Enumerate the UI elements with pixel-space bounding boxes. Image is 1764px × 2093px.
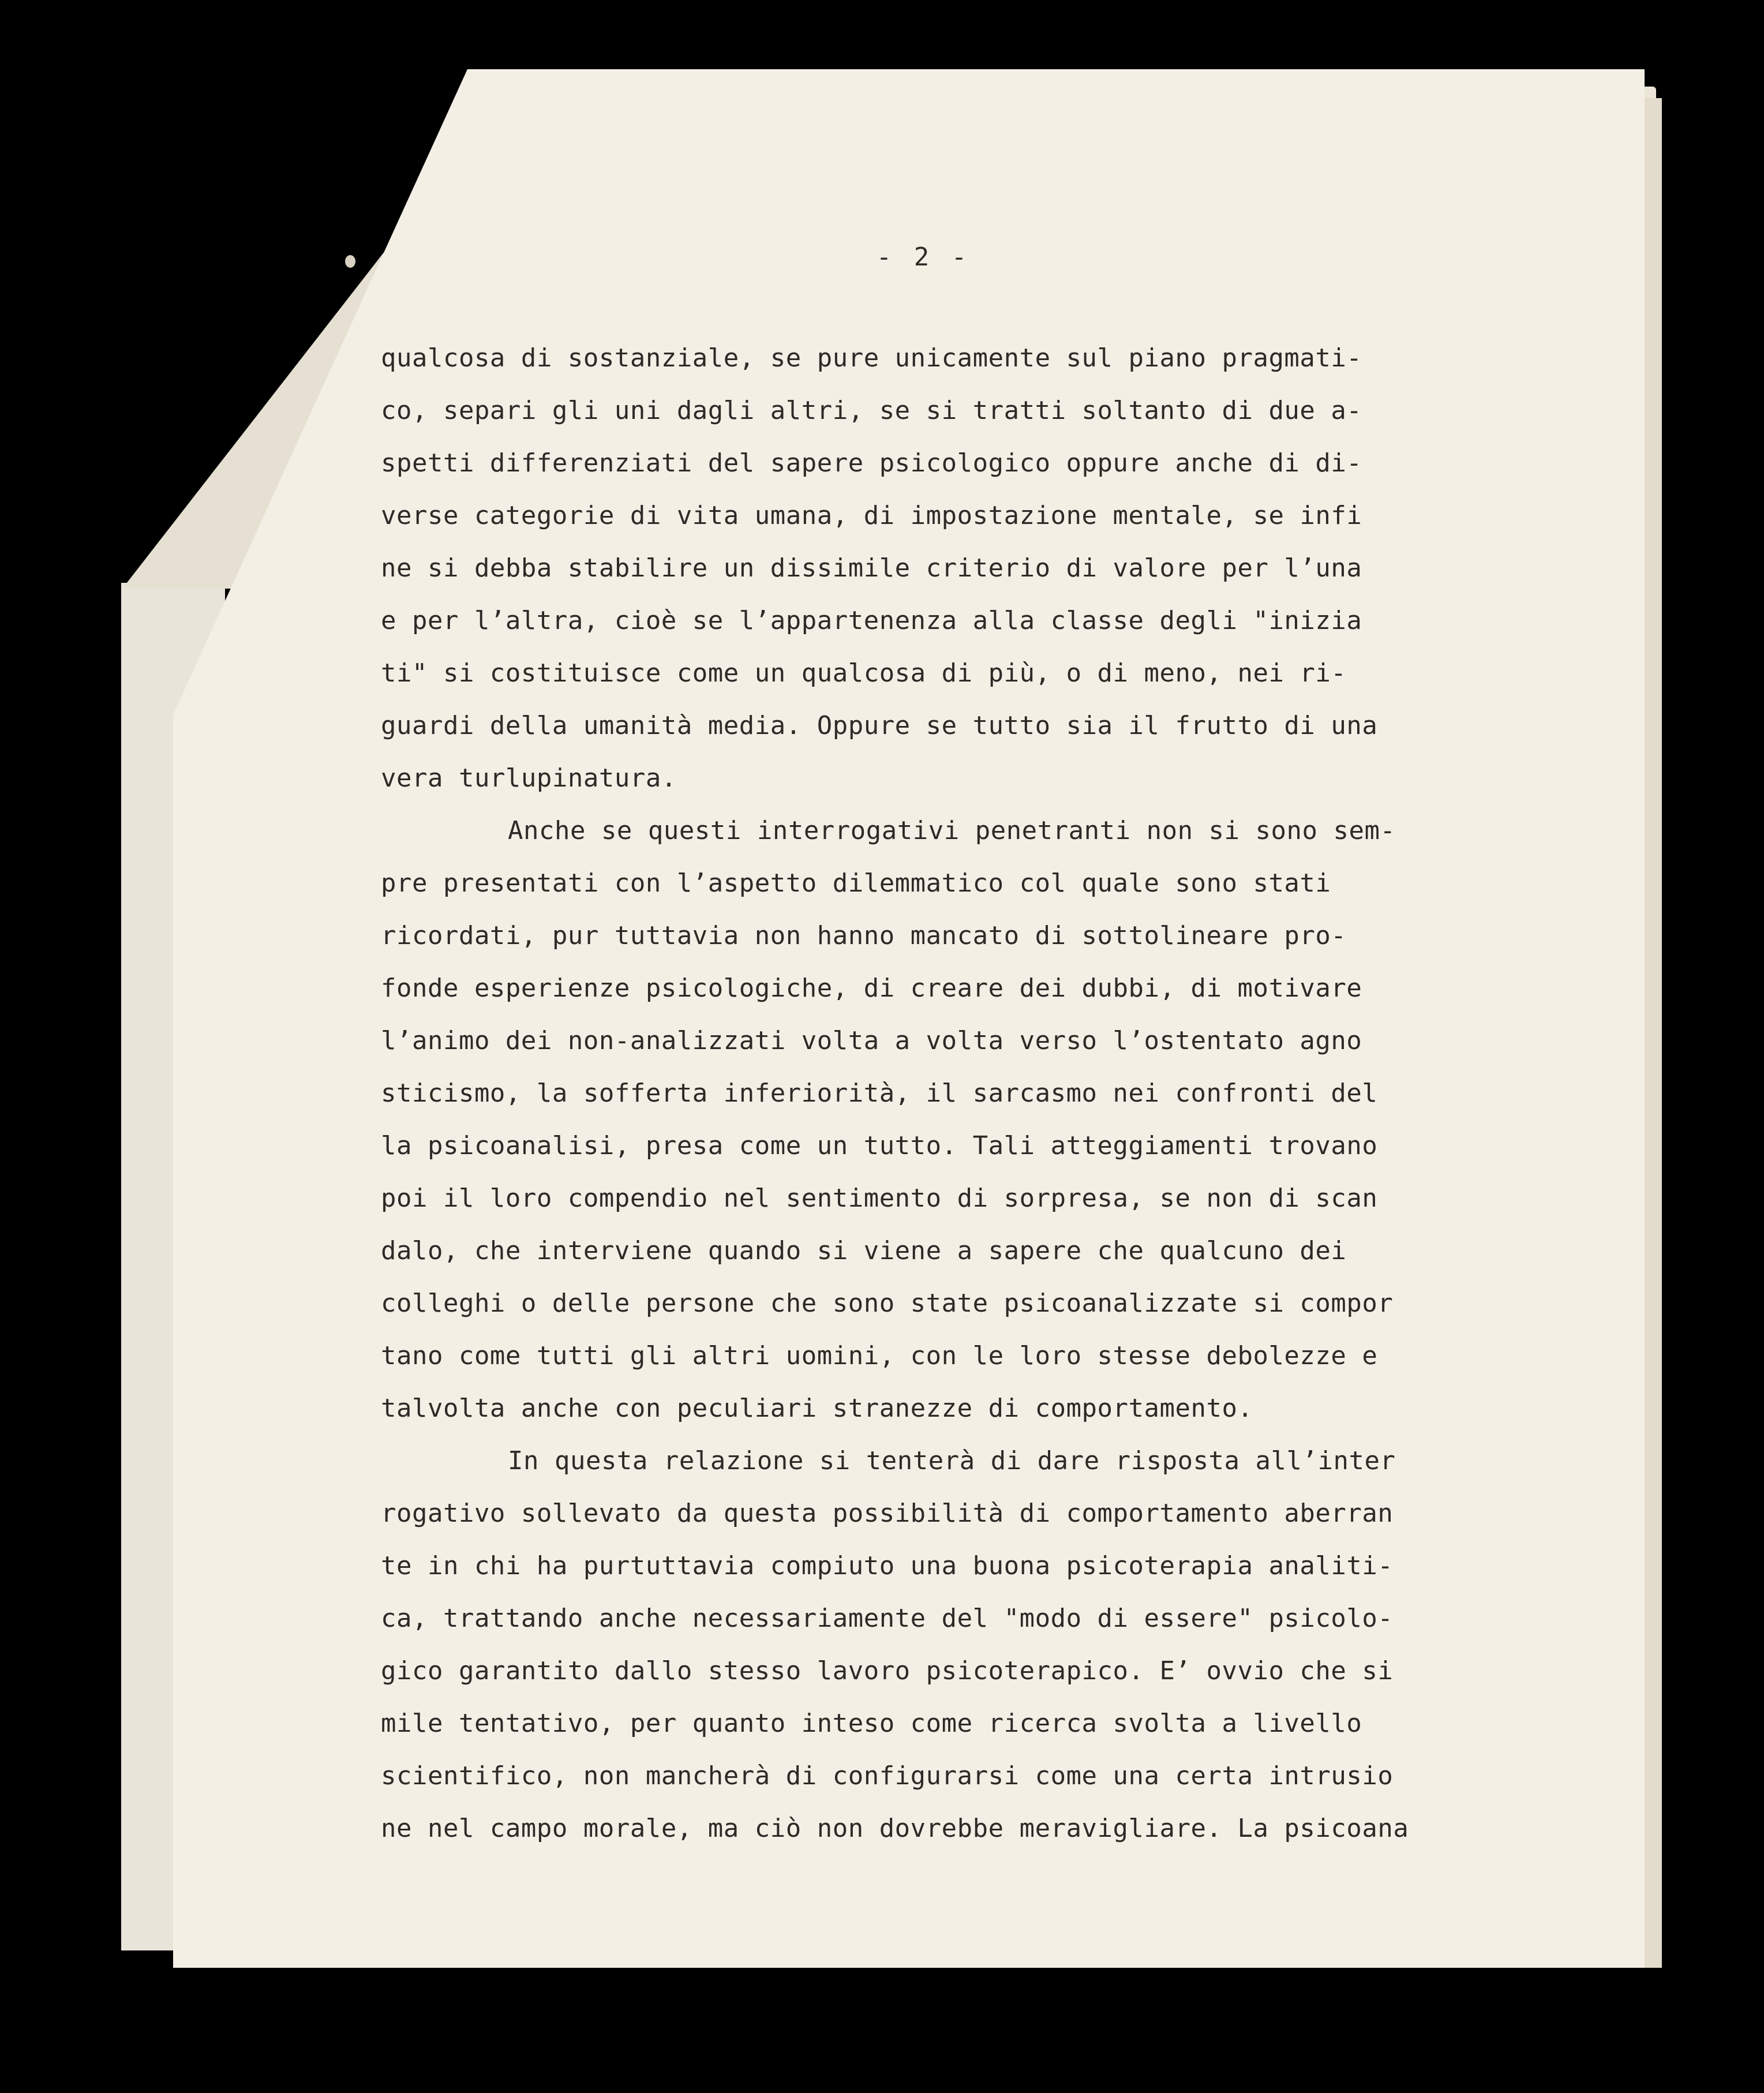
text-line: ti" si costituisce come un qualcosa di più, o di meno, nei ri-: [381, 658, 1347, 688]
text-line: rogativo sollevato da questa possibilità di comportamento aberran: [381, 1499, 1394, 1528]
text-line: ca, trattando anche necessariamente del "modo di essere" psicolo-: [381, 1604, 1394, 1633]
text-line: gico garantito dallo stesso lavoro psicoterapico. E’ ovvio che si: [381, 1656, 1394, 1686]
text-line: pre presentati con l’aspetto dilemmatico col quale sono stati: [381, 868, 1331, 898]
text-line: dalo, che interviene quando si viene a sapere che qualcuno dei: [381, 1236, 1347, 1265]
page-number: - 2 -: [876, 242, 971, 272]
text-line: tano come tutti gli altri uomini, con le loro stesse debolezze e: [381, 1341, 1378, 1371]
text-line: poi il loro compendio nel sentimento di sorpresa, se non di scan: [381, 1184, 1378, 1213]
text-line: talvolta anche con peculiari stranezze di comportamento.: [381, 1394, 1253, 1423]
text-line: mile tentativo, per quanto inteso come ricerca svolta a livello: [381, 1709, 1362, 1738]
text-line: guardi della umanità media. Oppure se tutto sia il frutto di una: [381, 711, 1378, 740]
text-line: colleghi o delle persone che sono state psicoanalizzate si compor: [381, 1289, 1394, 1318]
text-line: vera turlupinatura.: [381, 763, 677, 793]
paragraph-start-line: Anche se questi interrogativi penetranti non si sono sem-: [508, 816, 1396, 845]
text-line: ne nel campo morale, ma ciò non dovrebbe meravigliare. La psicoana: [381, 1814, 1409, 1843]
text-line: te in chi ha purtuttavia compiuto una buona psicoterapia analiti-: [381, 1551, 1394, 1581]
text-line: scientifico, non mancherà di configurarsi come una certa intrusio: [381, 1761, 1394, 1791]
text-line: l’animo dei non-analizzati volta a volta verso l’ostentato agno: [381, 1026, 1362, 1055]
text-line: ricordati, pur tuttavia non hanno mancato di sottolineare pro-: [381, 921, 1347, 950]
text-line: ne si debba stabilire un dissimile criterio di valore per l’una: [381, 553, 1362, 583]
staple-hole: [345, 255, 355, 268]
text-line: la psicoanalisi, presa come un tutto. Tali atteggiamenti trovano: [381, 1131, 1378, 1160]
body-text: [381, 332, 1570, 1855]
text-line: verse categorie di vita umana, di impostazione mentale, se infi: [381, 501, 1362, 530]
paragraph-start-line: In questa relazione si tenterà di dare risposta all’inter: [508, 1446, 1396, 1476]
text-line: fonde esperienze psicologiche, di creare dei dubbi, di motivare: [381, 974, 1362, 1003]
text-line: spetti differenziati del sapere psicologico oppure anche di di-: [381, 448, 1362, 478]
text-line: e per l’altra, cioè se l’appartenenza alla classe degli "inizia: [381, 606, 1362, 635]
text-line: sticismo, la sofferta inferiorità, il sarcasmo nei confronti del: [381, 1079, 1378, 1108]
text-line: qualcosa di sostanziale, se pure unicamente sul piano pragmati-: [381, 343, 1362, 373]
text-line: co, separi gli uni dagli altri, se si tratti soltanto di due a-: [381, 396, 1362, 425]
